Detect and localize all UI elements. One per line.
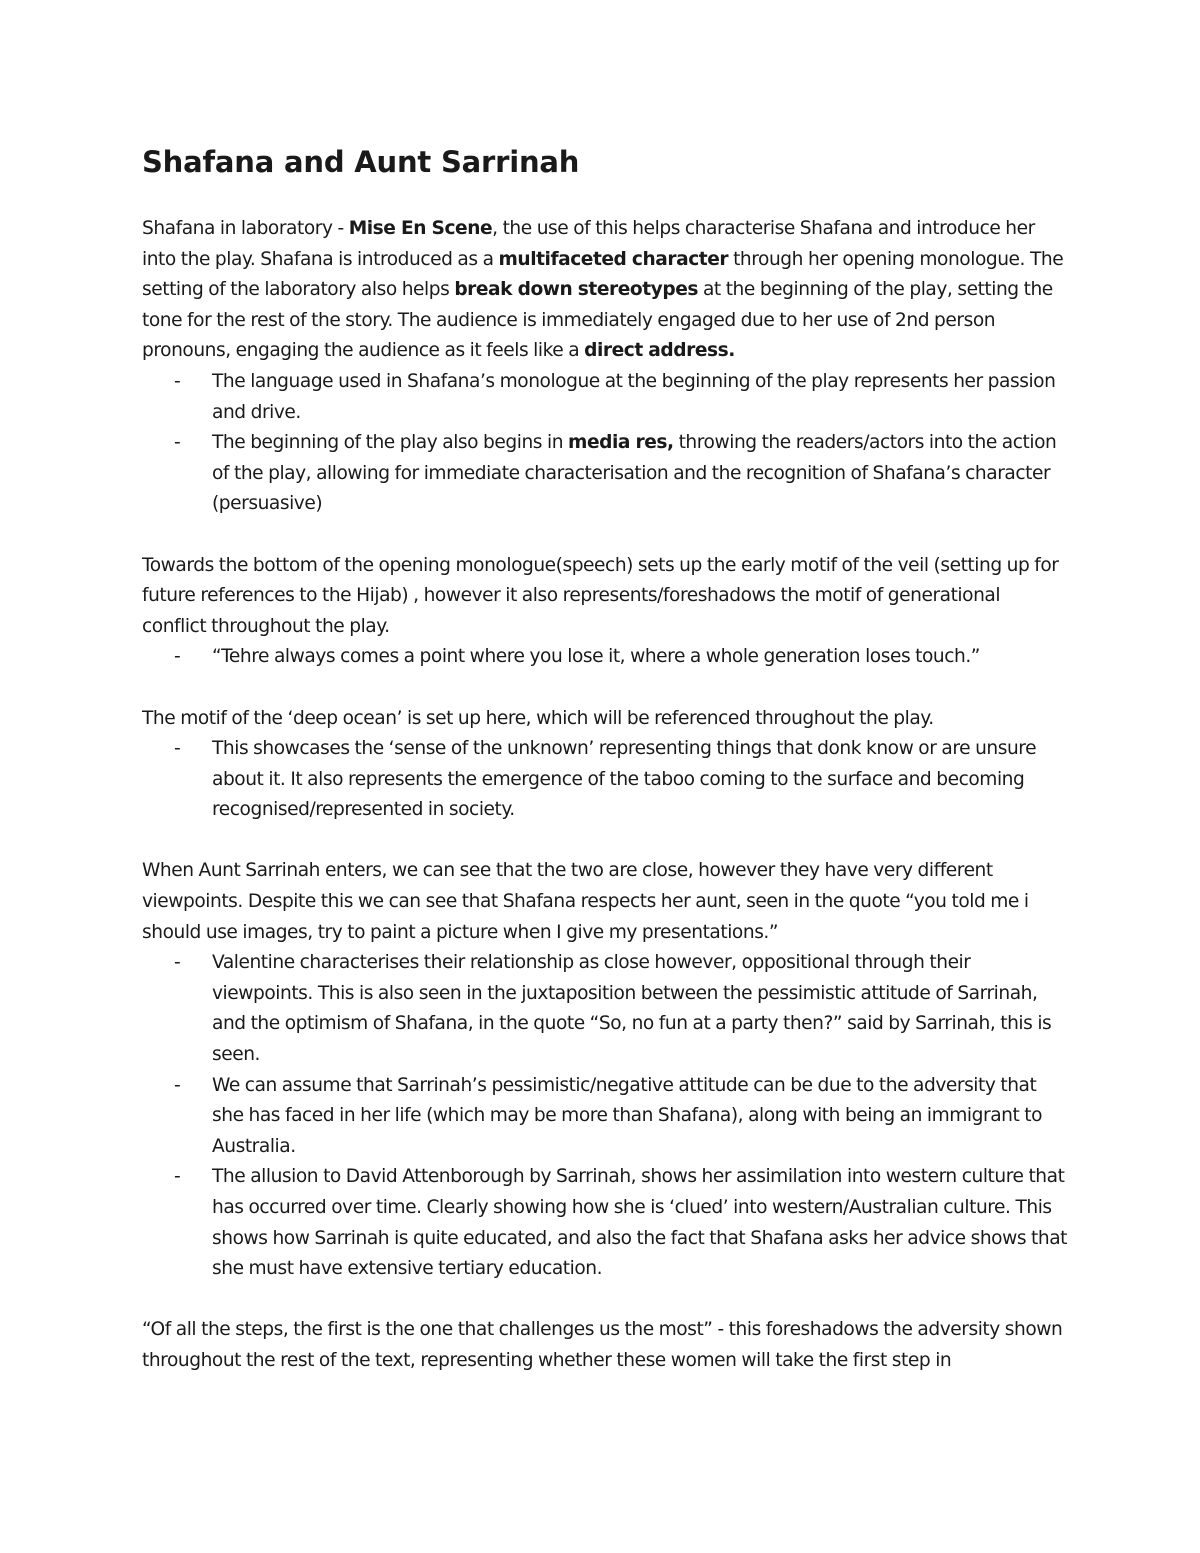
spacer: [142, 184, 1067, 214]
spacer: [142, 520, 1067, 551]
dash-bullet: -: [174, 646, 181, 668]
paragraph-aunt-enters: When Aunt Sarrinah enters, we can see that the two are close, however they have very different viewpoints. Despite this we can see that Shafana respects her aunt, seen in the quote “you told me i should use images, try to paint a picture when I give my presentations.”: [142, 860, 1029, 943]
document-title: Shafana and Aunt Sarrinah: [142, 145, 580, 179]
list-item: - Valentine characterises their relationship as close however, oppositional through their viewpoints. This is also seen in the juxtaposition between the pessimistic attitude of Sarrinah, and the optimism of Shafana, in the quote “So, no fun at a party then?” said by Sarrinah, this is seen.: [142, 948, 1067, 1070]
paragraph-veil-motif: Towards the bottom of the opening monologue(speech) sets up the early motif of the veil (setting up for future references to the Hijab) , however it also represents/foreshadows the motif of generational conflict throughout the play.: [142, 554, 1059, 637]
list-item: - “Tehre always comes a point where you lose it, where a whole generation loses touch.”: [142, 642, 1067, 673]
paragraph-first-step: “Of all the steps, the first is the one that challenges us the most” - this foreshadows the adversity shown throughout the rest of the text, representing whether these women will take the first step in: [142, 1319, 1063, 1371]
spacer: [142, 826, 1067, 857]
list-item: - This showcases the ‘sense of the unknown’ representing things that donk know or are unsure about it. It also represents the emergence of the taboo coming to the surface and becoming recognised/represented in society.: [142, 734, 1067, 826]
list-item: - The allusion to David Attenborough by Sarrinah, shows her assimilation into western culture that has occurred over time. Clearly showing how she is ‘clued’ into western/Australian culture. This shows how Sarrinah is quite educated, and also the fact that Shafana asks her advice shows that she must have extensive tertiary education.: [142, 1162, 1067, 1284]
dash-bullet: -: [174, 432, 181, 454]
dash-bullet: -: [174, 952, 181, 974]
ocean-bullet-list: [142, 734, 1067, 826]
dash-bullet: -: [174, 1074, 181, 1096]
dash-bullet: -: [174, 1166, 181, 1188]
laboratory-bullet-list: [142, 367, 1067, 520]
list-item: - The beginning of the play also begins in media res, throwing the readers/actors into the action of the play, allowing for immediate characterisation and the recognition of Shafana’s character (persuasive): [142, 428, 1067, 520]
aunt-bullet-list: [142, 948, 1067, 1285]
paragraph-laboratory: Shafana in laboratory - Mise En Scene, the use of this helps characterise Shafana and introduce her into the play. Shafana is introduced as a multifaceted character through her opening monologue. The setting of the laboratory also helps break down stereotypes at the beginning of the play, setting the tone for the rest of the story. The audience is immediately engaged due to her use of 2nd person pronouns, engaging the audience as it feels like a direct address.: [142, 218, 1064, 362]
list-item: - The language used in Shafana’s monologue at the beginning of the play represents her passion and drive.: [142, 367, 1067, 428]
paragraph-deep-ocean: The motif of the ‘deep ocean’ is set up here, which will be referenced throughout the play.: [142, 707, 934, 729]
veil-bullet-list: [142, 642, 1067, 673]
spacer: [142, 1285, 1067, 1316]
list-item: - We can assume that Sarrinah’s pessimistic/negative attitude can be due to the adversity that she has faced in her life (which may be more than Shafana), along with being an immigrant to Australia.: [142, 1071, 1067, 1163]
spacer: [142, 673, 1067, 704]
dash-bullet: -: [174, 738, 181, 760]
document-page: [142, 140, 1067, 1377]
dash-bullet: -: [174, 370, 181, 392]
